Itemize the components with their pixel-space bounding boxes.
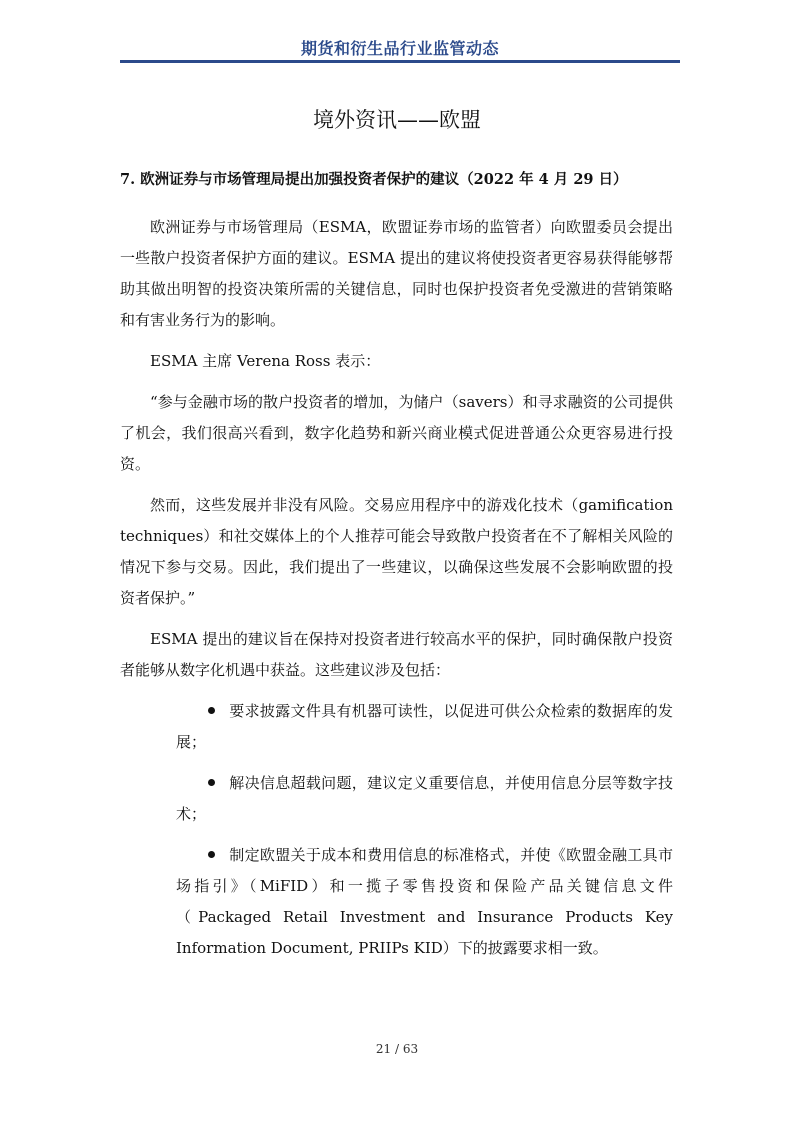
paragraph-intro: 欧洲证券与市场管理局（ESMA，欧盟证券市场的监管者）向欧盟委员会提出一些散户投资者保护方面的建议。ESMA 提出的建议将使投资者更容易获得能够帮助其做出明智的投资决策所需的关键信息，同时也保护投资者免受激进的营销策略和有害业务行为的影响。 (120, 218, 673, 329)
bullet-text: 解决信息超载问题，建议定义重要信息，并使用信息分层等数字技术； (176, 774, 673, 823)
bullet-icon (208, 707, 215, 714)
page-number: 21 / 63 (375, 1042, 419, 1056)
list-item (120, 840, 673, 964)
article-body (120, 212, 673, 974)
list-item (120, 768, 673, 830)
article-heading: 7. 欧洲证券与市场管理局提出加强投资者保护的建议（2022 年 4 月 29 日） (120, 171, 628, 188)
header-rule (120, 60, 680, 63)
bullet-icon (208, 851, 215, 858)
header-title: 期货和衍生品行业监管动态 (300, 39, 499, 58)
paragraph-quote-2: 然而，这些发展并非没有风险。交易应用程序中的游戏化技术（gamification techniques）和社交媒体上的个人推荐可能会导致散户投资者在不了解相关风险的情况下参与交易。因此，我们提出了一些建议，以确保这些发展不会影响欧盟的投资者保护。” (120, 496, 673, 607)
list-item (120, 696, 673, 758)
paragraph-speaker: ESMA 主席 Verena Ross 表示： (150, 352, 381, 370)
section-title: 境外资讯——欧盟 (313, 108, 481, 132)
bullet-icon (208, 779, 215, 786)
bullet-text: 要求披露文件具有机器可读性，以促进可供公众检索的数据库的发展； (176, 702, 673, 751)
bullet-text: 制定欧盟关于成本和费用信息的标准格式，并使《欧盟金融工具市场指引》（MiFID）和一揽子零售投资和保险产品关键信息文件（Packaged Retail Investment and Insurance Products Key Information Document, PRIIPs KID）下的披露要求相一致。 (176, 846, 673, 957)
paragraph-quote-1: “参与金融市场的散户投资者的增加，为储户（savers）和寻求融资的公司提供了机会，我们很高兴看到，数字化趋势和新兴商业模式促进普通公众更容易进行投资。 (120, 393, 673, 473)
paragraph-proposals: ESMA 提出的建议旨在保持对投资者进行较高水平的保护，同时确保散户投资者能够从数字化机遇中获益。这些建议涉及包括： (120, 630, 673, 679)
